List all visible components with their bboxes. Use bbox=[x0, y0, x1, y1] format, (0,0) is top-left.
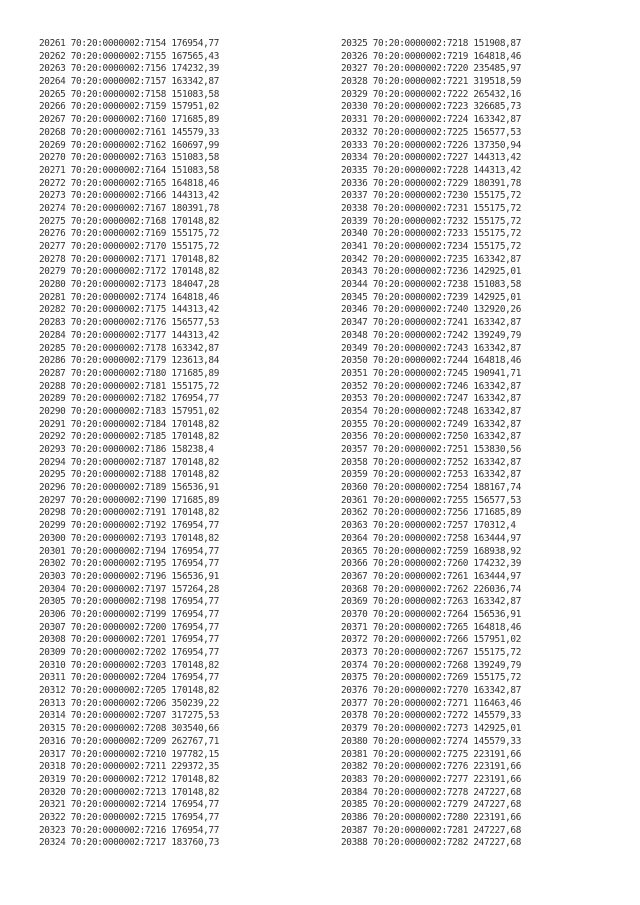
table-row: 20360 70:20:0000002:7254 188167,74 bbox=[341, 482, 522, 494]
table-row: 20284 70:20:0000002:7177 144313,42 bbox=[39, 329, 220, 341]
table-row: 20283 70:20:0000002:7176 156577,53 bbox=[39, 317, 220, 329]
table-row: 20357 70:20:0000002:7251 153830,56 bbox=[341, 444, 522, 455]
table-row: 20281 70:20:0000002:7174 164818,46 bbox=[39, 291, 220, 303]
table-row: 20263 70:20:0000002:7156 174232,39 bbox=[39, 63, 220, 75]
table-row: 20293 70:20:0000002:7186 158238,4 bbox=[39, 444, 214, 455]
table-row: 20288 70:20:0000002:7181 155175,72 bbox=[39, 380, 220, 392]
table-row: 20300 70:20:0000002:7193 170148,82 bbox=[39, 532, 220, 544]
table-row: 20349 70:20:0000002:7243 163342,87 bbox=[341, 342, 522, 354]
table-row: 20380 70:20:0000002:7274 145579,33 bbox=[341, 735, 522, 747]
table-row: 20367 70:20:0000002:7261 163444,97 bbox=[341, 570, 522, 582]
table-row: 20278 70:20:0000002:7171 170148,82 bbox=[39, 253, 220, 265]
table-row: 20312 70:20:0000002:7205 170148,82 bbox=[39, 685, 220, 697]
table-row: 20320 70:20:0000002:7213 170148,82 bbox=[39, 786, 220, 798]
table-row: 20348 70:20:0000002:7242 139249,79 bbox=[341, 329, 522, 341]
table-row: 20264 70:20:0000002:7157 163342,87 bbox=[39, 76, 220, 88]
table-row: 20317 70:20:0000002:7210 197782,15 bbox=[39, 748, 220, 760]
table-row: 20373 70:20:0000002:7267 155175,72 bbox=[341, 647, 522, 658]
table-row: 20286 70:20:0000002:7179 123613,84 bbox=[39, 355, 220, 367]
table-row: 20355 70:20:0000002:7249 163342,87 bbox=[341, 418, 522, 430]
table-row: 20334 70:20:0000002:7227 144313,42 bbox=[341, 152, 522, 164]
table-row: 20280 70:20:0000002:7173 184047,28 bbox=[39, 279, 220, 291]
table-row: 20291 70:20:0000002:7184 170148,82 bbox=[39, 418, 220, 430]
table-row: 20383 70:20:0000002:7277 223191,66 bbox=[341, 773, 522, 785]
table-row: 20337 70:20:0000002:7230 155175,72 bbox=[341, 190, 522, 202]
table-row: 20282 70:20:0000002:7175 144313,42 bbox=[39, 304, 220, 316]
table-row: 20289 70:20:0000002:7182 176954,77 bbox=[39, 393, 220, 405]
table-row: 20295 70:20:0000002:7188 170148,82 bbox=[39, 469, 220, 481]
table-row: 20366 70:20:0000002:7260 174232,39 bbox=[341, 558, 522, 570]
table-row: 20279 70:20:0000002:7172 170148,82 bbox=[39, 266, 220, 278]
table-row: 20369 70:20:0000002:7263 163342,87 bbox=[341, 596, 522, 608]
table-row: 20370 70:20:0000002:7264 156536,91 bbox=[341, 608, 522, 620]
table-row: 20318 70:20:0000002:7211 229372,35 bbox=[39, 761, 220, 773]
table-row: 20377 70:20:0000002:7271 116463,46 bbox=[341, 697, 522, 709]
table-row: 20330 70:20:0000002:7223 326685,73 bbox=[341, 101, 522, 113]
table-row: 20304 70:20:0000002:7197 157264,28 bbox=[39, 583, 220, 595]
table-row: 20272 70:20:0000002:7165 164818,46 bbox=[39, 177, 220, 189]
table-row: 20356 70:20:0000002:7250 163342,87 bbox=[341, 431, 522, 443]
table-row: 20374 70:20:0000002:7268 139249,79 bbox=[341, 659, 522, 671]
table-row: 20323 70:20:0000002:7216 176954,77 bbox=[39, 824, 220, 836]
table-row: 20296 70:20:0000002:7189 156536,91 bbox=[39, 482, 220, 494]
table-row: 20379 70:20:0000002:7273 142925,01 bbox=[341, 723, 522, 735]
table-row: 20276 70:20:0000002:7169 155175,72 bbox=[39, 228, 220, 240]
table-row: 20347 70:20:0000002:7241 163342,87 bbox=[341, 317, 522, 329]
table-row: 20381 70:20:0000002:7275 223191,66 bbox=[341, 748, 522, 760]
table-row: 20302 70:20:0000002:7195 176954,77 bbox=[39, 558, 220, 570]
table-row: 20277 70:20:0000002:7170 155175,72 bbox=[39, 241, 220, 252]
table-row: 20336 70:20:0000002:7229 180391,78 bbox=[341, 177, 522, 189]
table-row: 20324 70:20:0000002:7217 183760,73 bbox=[39, 837, 220, 849]
table-row: 20353 70:20:0000002:7247 163342,87 bbox=[341, 393, 522, 405]
left-column bbox=[39, 38, 339, 850]
table-row: 20315 70:20:0000002:7208 303540,66 bbox=[39, 723, 220, 735]
table-row: 20290 70:20:0000002:7183 157951,02 bbox=[39, 405, 220, 417]
table-row: 20265 70:20:0000002:7158 151083,58 bbox=[39, 88, 220, 100]
table-row: 20299 70:20:0000002:7192 176954,77 bbox=[39, 520, 220, 532]
table-row: 20321 70:20:0000002:7214 176954,77 bbox=[39, 799, 220, 811]
table-row: 20345 70:20:0000002:7239 142925,01 bbox=[341, 291, 522, 303]
table-row: 20301 70:20:0000002:7194 176954,77 bbox=[39, 545, 220, 557]
table-row: 20310 70:20:0000002:7203 170148,82 bbox=[39, 659, 220, 671]
table-row: 20342 70:20:0000002:7235 163342,87 bbox=[341, 253, 522, 265]
table-row: 20292 70:20:0000002:7185 170148,82 bbox=[39, 431, 220, 443]
table-row: 20298 70:20:0000002:7191 170148,82 bbox=[39, 507, 220, 519]
table-row: 20343 70:20:0000002:7236 142925,01 bbox=[341, 266, 522, 278]
table-row: 20338 70:20:0000002:7231 155175,72 bbox=[341, 202, 522, 214]
table-row: 20297 70:20:0000002:7190 171685,89 bbox=[39, 494, 220, 506]
table-row: 20267 70:20:0000002:7160 171685,89 bbox=[39, 114, 220, 126]
table-row: 20269 70:20:0000002:7162 160697,99 bbox=[39, 139, 220, 151]
table-row: 20351 70:20:0000002:7245 190941,71 bbox=[341, 367, 522, 379]
table-row: 20344 70:20:0000002:7238 151083,58 bbox=[341, 279, 522, 291]
table-row: 20365 70:20:0000002:7259 168938,92 bbox=[341, 545, 522, 557]
table-row: 20358 70:20:0000002:7252 163342,87 bbox=[341, 456, 522, 468]
table-row: 20388 70:20:0000002:7282 247227,68 bbox=[341, 837, 522, 849]
table-row: 20275 70:20:0000002:7168 170148,82 bbox=[39, 215, 220, 227]
table-row: 20303 70:20:0000002:7196 156536,91 bbox=[39, 570, 220, 582]
table-row: 20273 70:20:0000002:7166 144313,42 bbox=[39, 190, 220, 202]
table-row: 20262 70:20:0000002:7155 167565,43 bbox=[39, 50, 220, 62]
table-row: 20319 70:20:0000002:7212 170148,82 bbox=[39, 773, 220, 785]
table-row: 20364 70:20:0000002:7258 163444,97 bbox=[341, 532, 522, 544]
table-row: 20359 70:20:0000002:7253 163342,87 bbox=[341, 469, 522, 481]
table-row: 20326 70:20:0000002:7219 164818,46 bbox=[341, 50, 522, 62]
table-row: 20333 70:20:0000002:7226 137350,94 bbox=[341, 139, 522, 151]
table-row: 20305 70:20:0000002:7198 176954,77 bbox=[39, 596, 220, 608]
table-row: 20332 70:20:0000002:7225 156577,53 bbox=[341, 126, 522, 138]
table-row: 20372 70:20:0000002:7266 157951,02 bbox=[341, 634, 522, 646]
table-row: 20268 70:20:0000002:7161 145579,33 bbox=[39, 126, 220, 138]
table-row: 20331 70:20:0000002:7224 163342,87 bbox=[341, 114, 522, 126]
table-row: 20350 70:20:0000002:7244 164818,46 bbox=[341, 355, 522, 367]
table-row: 20352 70:20:0000002:7246 163342,87 bbox=[341, 380, 522, 392]
table-row: 20266 70:20:0000002:7159 157951,02 bbox=[39, 101, 220, 113]
table-row: 20371 70:20:0000002:7265 164818,46 bbox=[341, 621, 522, 633]
table-row: 20287 70:20:0000002:7180 171685,89 bbox=[39, 367, 220, 379]
table-row: 20363 70:20:0000002:7257 170312,4 bbox=[341, 520, 516, 532]
table-row: 20316 70:20:0000002:7209 262767,71 bbox=[39, 735, 220, 747]
table-row: 20335 70:20:0000002:7228 144313,42 bbox=[341, 164, 522, 176]
table-row: 20382 70:20:0000002:7276 223191,66 bbox=[341, 761, 522, 773]
table-row: 20386 70:20:0000002:7280 223191,66 bbox=[341, 811, 522, 823]
table-row: 20346 70:20:0000002:7240 132920,26 bbox=[341, 304, 522, 316]
table-row: 20387 70:20:0000002:7281 247227,68 bbox=[341, 824, 522, 836]
table-row: 20285 70:20:0000002:7178 163342,87 bbox=[39, 342, 220, 354]
table-row: 20384 70:20:0000002:7278 247227,68 bbox=[341, 786, 522, 798]
table-row: 20339 70:20:0000002:7232 155175,72 bbox=[341, 215, 522, 227]
table-row: 20361 70:20:0000002:7255 156577,53 bbox=[341, 494, 522, 506]
table-row: 20378 70:20:0000002:7272 145579,33 bbox=[341, 710, 522, 722]
table-row: 20308 70:20:0000002:7201 176954,77 bbox=[39, 634, 220, 646]
table-row: 20314 70:20:0000002:7207 317275,53 bbox=[39, 710, 220, 722]
table-row: 20261 70:20:0000002:7154 176954,77 bbox=[39, 38, 220, 49]
table-row: 20307 70:20:0000002:7200 176954,77 bbox=[39, 621, 220, 633]
table-row: 20368 70:20:0000002:7262 226036,74 bbox=[341, 583, 522, 595]
table-row: 20309 70:20:0000002:7202 176954,77 bbox=[39, 647, 220, 658]
right-column bbox=[341, 38, 640, 850]
table-row: 20375 70:20:0000002:7269 155175,72 bbox=[341, 672, 522, 684]
table-row: 20311 70:20:0000002:7204 176954,77 bbox=[39, 672, 220, 684]
table-row: 20327 70:20:0000002:7220 235485,97 bbox=[341, 63, 522, 75]
table-row: 20313 70:20:0000002:7206 350239,22 bbox=[39, 697, 220, 709]
table-row: 20340 70:20:0000002:7233 155175,72 bbox=[341, 228, 522, 240]
table-row: 20306 70:20:0000002:7199 176954,77 bbox=[39, 608, 220, 620]
table-row: 20271 70:20:0000002:7164 151083,58 bbox=[39, 164, 220, 176]
table-row: 20385 70:20:0000002:7279 247227,68 bbox=[341, 799, 522, 811]
table-row: 20270 70:20:0000002:7163 151083,58 bbox=[39, 152, 220, 164]
table-row: 20341 70:20:0000002:7234 155175,72 bbox=[341, 241, 522, 252]
table-row: 20294 70:20:0000002:7187 170148,82 bbox=[39, 456, 220, 468]
table-row: 20354 70:20:0000002:7248 163342,87 bbox=[341, 405, 522, 417]
table-row: 20274 70:20:0000002:7167 180391,78 bbox=[39, 202, 220, 214]
table-row: 20329 70:20:0000002:7222 265432,16 bbox=[341, 88, 522, 100]
table-row: 20322 70:20:0000002:7215 176954,77 bbox=[39, 811, 220, 823]
table-row: 20328 70:20:0000002:7221 319518,59 bbox=[341, 76, 522, 88]
table-row: 20362 70:20:0000002:7256 171685,89 bbox=[341, 507, 522, 519]
table-row: 20376 70:20:0000002:7270 163342,87 bbox=[341, 685, 522, 697]
table-row: 20325 70:20:0000002:7218 151908,87 bbox=[341, 38, 522, 49]
